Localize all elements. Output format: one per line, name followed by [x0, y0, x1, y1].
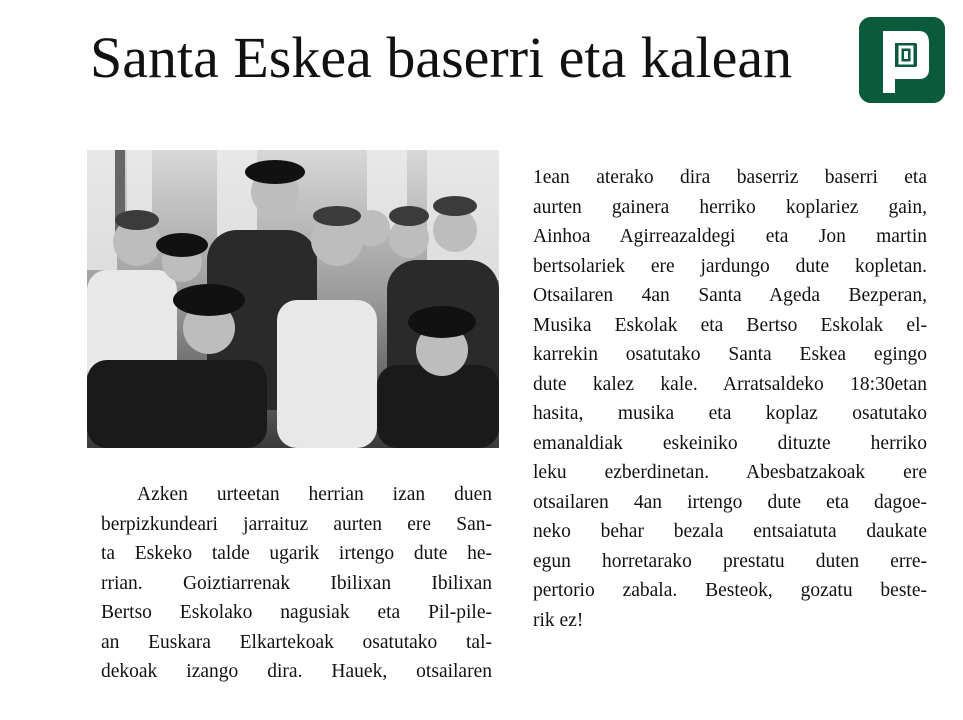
text-line: otsailaren 4an irtengo dute eta dagoe-: [533, 491, 927, 513]
article-title: Santa Eskea baserri eta kalean: [90, 25, 793, 90]
text-line: karrekin osatutako Santa Eskea egingo: [533, 344, 927, 365]
right-column-text: [533, 163, 927, 635]
text-line: Ainhoa Agirreazaldegi eta Jon martin: [533, 226, 927, 247]
text-line: berpizkundeari jarraituz aurten ere San-: [101, 513, 492, 535]
text-line: Musika Eskolak eta Bertso Eskolak el-: [533, 314, 927, 336]
text-line: dute kalez kale. Arratsaldeko 18:30etan: [533, 373, 927, 395]
group-photo: [87, 150, 499, 448]
left-column-text: [101, 480, 492, 687]
text-line: 1ean aterako dira baserriz baserri eta: [533, 167, 927, 188]
text-line: pertorio zabala. Besteok, gozatu beste-: [533, 580, 927, 601]
text-line: Otsailaren 4an Santa Ageda Bezperan,: [533, 285, 927, 306]
text-line: aurten gainera herriko koplariez gain,: [533, 196, 927, 218]
text-line: rrian. Goiztiarrenak Ibilixan Ibilixan: [101, 572, 492, 594]
text-line: egun horretarako prestatu duten erre-: [533, 550, 927, 572]
text-line: neko behar bezala entsaiatuta daukate: [533, 521, 927, 542]
text-line: dekoak izango dira. Hauek, otsailaren: [101, 661, 492, 682]
text-line: emanaldiak eskeiniko dituzte herriko: [533, 432, 927, 454]
text-line: bertsolariek ere jardungo dute kopletan.: [533, 255, 927, 277]
text-line: ta Eskeko talde ugarik irtengo dute he-: [101, 543, 492, 564]
text-line: an Euskara Elkartekoak osatutako tal-: [101, 631, 492, 653]
text-line: leku ezberdinetan. Abesbatzakoak ere: [533, 462, 927, 483]
text-line: hasita, musika eta koplaz osatutako: [533, 403, 927, 424]
text-line: Azken urteetan herrian izan duen: [137, 484, 492, 505]
text-line: rik ez!: [533, 609, 584, 631]
text-line: Bertso Eskolako nagusiak eta Pil-pile-: [101, 602, 492, 623]
p-logo-icon: [859, 17, 945, 103]
